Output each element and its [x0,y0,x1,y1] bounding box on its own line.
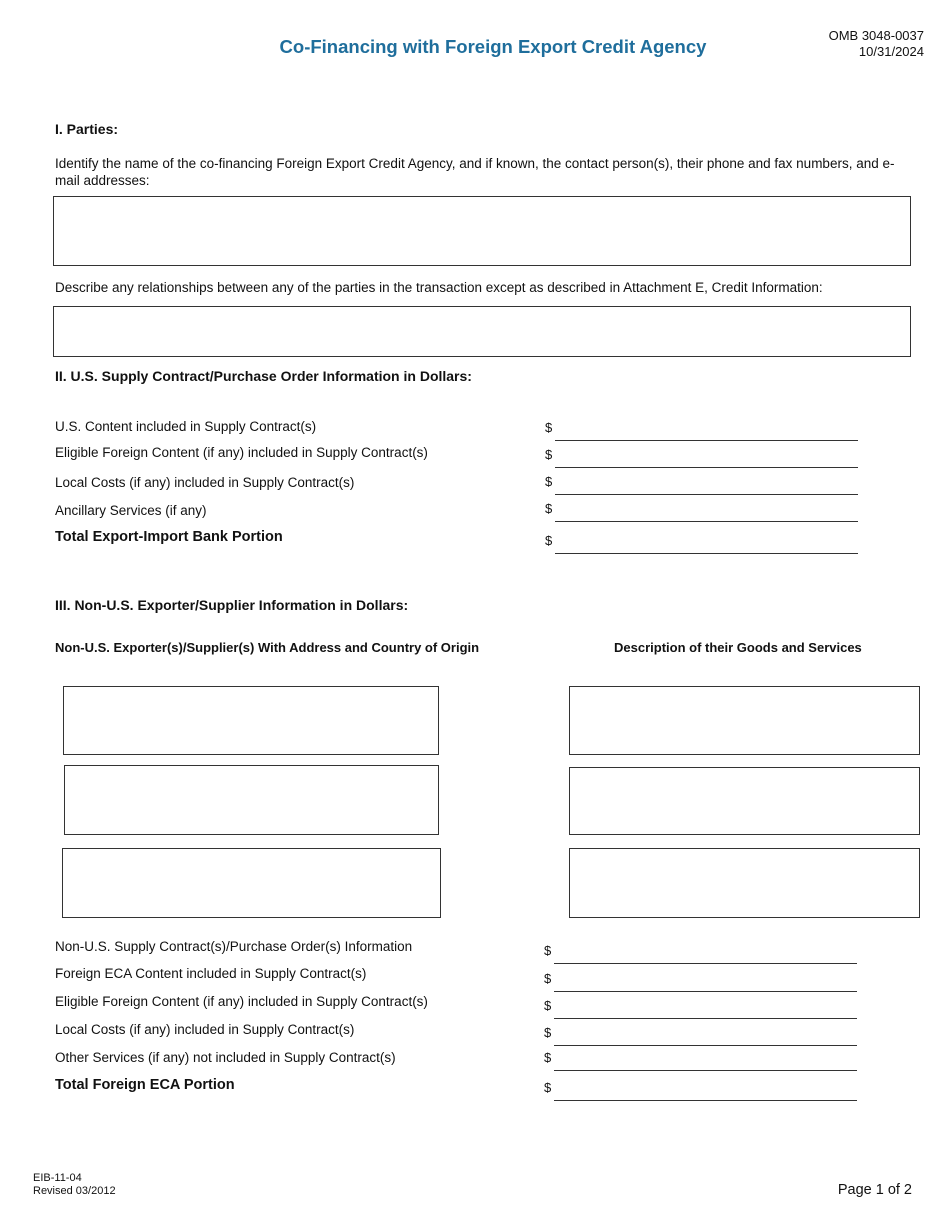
omb-expiration-date: 10/31/2024 [858,44,924,59]
local-costs-label: Local Costs (if any) included in Supply Contract(s) [55,475,355,490]
total-foreign-eca-portion-label: Total Foreign ECA Portion [55,1077,235,1093]
dollar-sign: $ [545,420,553,435]
dollar-sign: $ [544,971,552,986]
section-3-heading: III. Non-U.S. Exporter/Supplier Information in Dollars: [55,597,409,613]
local-costs-amount-field-2[interactable] [554,1045,857,1046]
foreign-eca-content-label: Foreign ECA Content included in Supply Contract(s) [55,966,367,981]
total-foreign-eca-portion-amount-field[interactable] [554,1100,857,1101]
us-content-label: U.S. Content included in Supply Contract(s) [55,419,317,434]
section-1-heading: I. Parties: [55,121,119,137]
agency-contact-field[interactable] [53,196,911,266]
form-id: EIB-11-04 [33,1172,82,1184]
eligible-foreign-content-amount-field-2[interactable] [554,1018,857,1019]
revision-date: Revised 03/2012 [33,1185,116,1197]
section-2-heading: II. U.S. Supply Contract/Purchase Order Information in Dollars: [55,368,472,384]
exporter-field-3[interactable] [62,848,441,918]
goods-services-field-3[interactable] [569,848,920,918]
dollar-sign: $ [545,474,553,489]
dollar-sign: $ [544,943,552,958]
local-costs-amount-field[interactable] [555,494,858,495]
other-services-label: Other Services (if any) not included in Supply Contract(s) [55,1050,396,1065]
dollar-sign: $ [545,501,553,516]
goods-services-field-1[interactable] [569,686,920,755]
form-footer-left [33,1172,116,1198]
parties-question-relationships: Describe any relationships between any of the parties in the transaction except as described in Attachment E, Credit Information: [55,280,823,295]
omb-number: OMB 3048-0037 [828,28,924,43]
eligible-foreign-content-label: Eligible Foreign Content (if any) included in Supply Contract(s) [55,445,428,460]
local-costs-label-2: Local Costs (if any) included in Supply Contract(s) [55,1022,355,1037]
eligible-foreign-content-amount-field[interactable] [555,467,858,468]
non-us-supply-contract-amount-field[interactable] [554,963,857,964]
total-exim-portion-amount-field[interactable] [555,553,858,554]
total-exim-portion-label: Total Export-Import Bank Portion [55,529,283,545]
exporter-column-heading: Non-U.S. Exporter(s)/Supplier(s) With Address and Country of Origin [55,640,480,655]
exporter-field-2[interactable] [64,765,439,835]
dollar-sign: $ [545,447,553,462]
ancillary-services-amount-field[interactable] [555,521,858,522]
eligible-foreign-content-label-2: Eligible Foreign Content (if any) included in Supply Contract(s) [55,994,428,1009]
exporter-field-1[interactable] [63,686,439,755]
non-us-supply-contract-label: Non-U.S. Supply Contract(s)/Purchase Order(s) Information [55,939,413,954]
parties-question-agency: Identify the name of the co-financing Foreign Export Credit Agency, and if known, the contact person(s), their phone and fax numbers, and e-mail addresses: [55,156,895,188]
dollar-sign: $ [544,1025,552,1040]
relationships-field[interactable] [53,306,911,357]
omb-info [829,28,924,60]
goods-services-field-2[interactable] [569,767,920,835]
dollar-sign: $ [544,1080,552,1095]
dollar-sign: $ [544,1050,552,1065]
other-services-amount-field[interactable] [554,1070,857,1071]
goods-services-column-heading: Description of their Goods and Services [614,640,862,655]
dollar-sign: $ [545,533,553,548]
us-content-amount-field[interactable] [555,440,858,441]
page-number: Page 1 of 2 [837,1182,912,1198]
ancillary-services-label: Ancillary Services (if any) [55,503,207,518]
form-title: Co-Financing with Foreign Export Credit Agency [279,36,707,57]
dollar-sign: $ [544,998,552,1013]
foreign-eca-content-amount-field[interactable] [554,991,857,992]
